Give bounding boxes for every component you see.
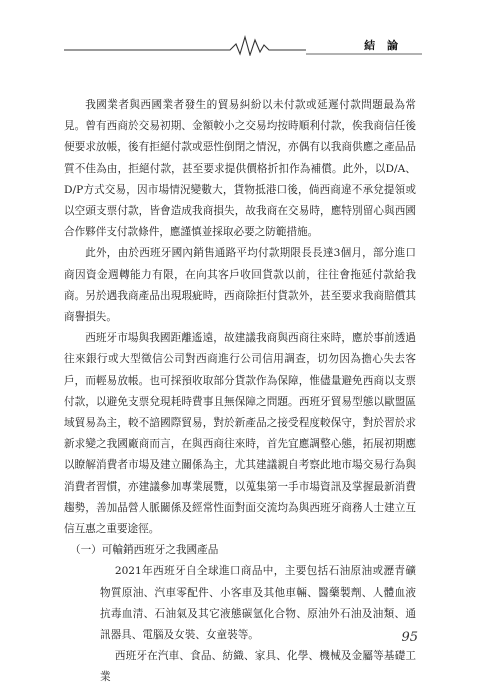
sub-paragraph: 2021年西班牙自全球進口商品中，主要包括石油原油或瀝青礦物質原油、汽車零配件、小客車及其他車輛、醫藥製劑、人體血液抗毒血清、石油氣及其它液態碳氫化合物、原油外石油及油類、通訊器具、電腦及女裝、女童裝等。 xyxy=(100,565,416,642)
page-header xyxy=(64,34,422,56)
sub-paragraph: 西班牙在汽車、食品、紡織、家具、化學、機械及金屬等基礎工業 xyxy=(100,650,416,684)
page-number: 95 xyxy=(401,630,418,645)
section-heading: （一）可輸銷西班牙之我國產品 xyxy=(70,544,219,557)
paragraph: 西班牙市場與我國距離遙遠，故建議我商與西商往來時，應於事前透過往來銀行或大型徵信公司對西商進行公司信用調查，切勿因為擔心失去客戶，而輕易放帳。也可採預收取部分貨款作為保障，惟儘量避免西商以支票付款，以避免支票兌現耗時費事且無保障之問題。西班牙貿易型態以歐盟區域貿易為主，較不諳國際貿易，對於新產品之接受程度較保守，對於習於求新求變之我國廠商而言，在與西商往來時，首先宜應調整心態，拓展初期應以瞭解消費者市場及建立關係為主，尤其建議親自考察此地市場交易行為與消費者習慣，亦建議參加專業展覽，以蒐集第一手市場資訊及掌握最新消費趨勢，善加晶營人脈關係及經常性面對面交流均為與西班牙商務人士建立互信互惠之重要途徑。 xyxy=(64,332,416,536)
document-body xyxy=(64,95,416,689)
chapter-title: 結 論 xyxy=(364,39,402,52)
paragraph: 我國業者與西國業者發生的貿易糾紛以未付款或延遲付款問題最為常見。曾有西商於交易初期、金額較小之交易均按時順利付款，俟我商信任後便要求放帳，後有拒絕付款或惡性倒閉之情況，亦偶有以我商供應之產品品質不佳為由，拒絕付款，甚至要求提供價格折扣作為補償。此外，以D/A、D/P方式交易，因市場情況變數大，貨物抵港口後，倘西商違不承兌提領或以空頭支票付款，皆會造成我商損失，故我商在交易時，應特別留心與西國合作夥伴支付款條件，應謹慎並採取必要之防範措施。 xyxy=(64,99,416,239)
paragraph: 此外，由於西班牙國內銷售通路平均付款期限長長達3個月，部分進口商因資金週轉能力有限，在向其客戶收回貨款以前，往往會拖延付款給我商。另於遇我商產品出現瑕疵時，西商除拒付貨款外，甚至要求我商賠償其商譽損失。 xyxy=(64,247,416,324)
